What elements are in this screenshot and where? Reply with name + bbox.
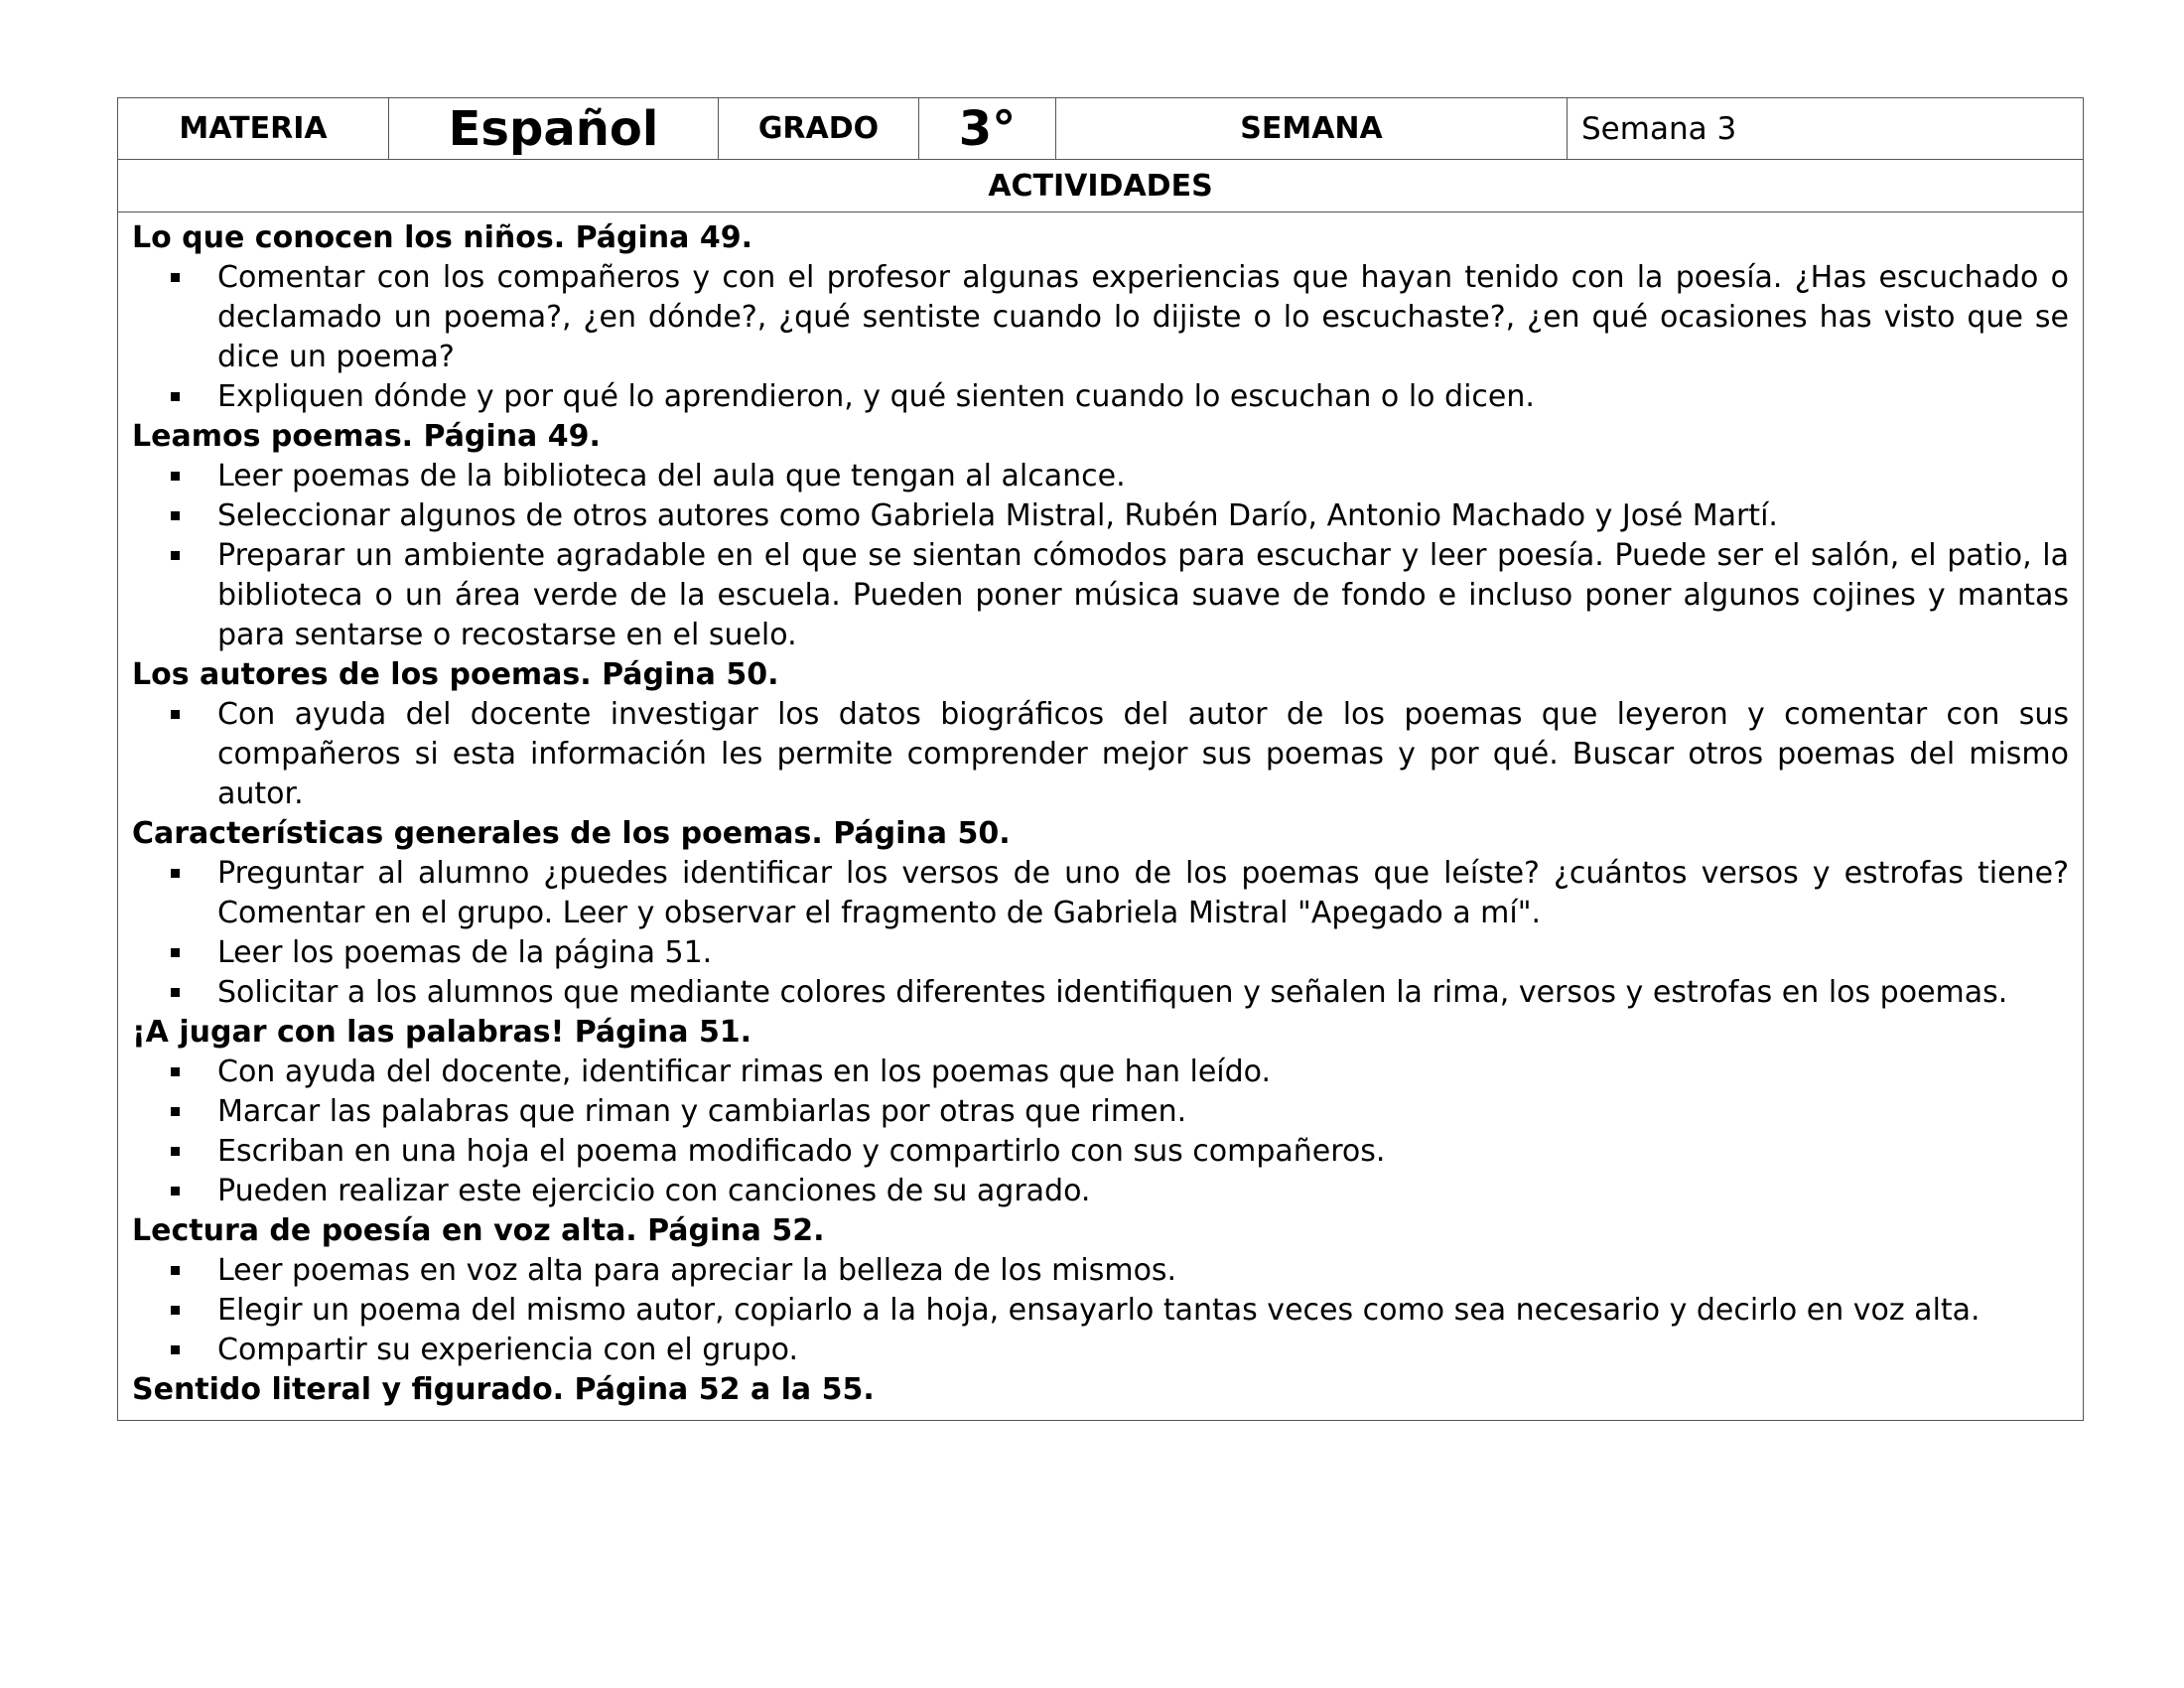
list-item-text: Seleccionar algunos de otros autores como Gabriela Mistral, Rubén Darío, Antonio Machado y José Martí. [217,498,1778,533]
list-item-text: Expliquen dónde y por qué lo aprendieron, y qué sienten cuando lo escuchan o lo dicen. [217,379,1535,414]
list-item [217,1251,2069,1291]
section-title: ¡A jugar con las palabras! Página 51. [132,1015,752,1050]
square-bullet-icon [171,551,180,560]
square-bullet-icon [171,511,180,520]
section-title: Sentido literal y figurado. Página 52 a la 55. [132,1372,875,1407]
square-bullet-icon [171,948,180,957]
list-item-text: Compartir su experiencia con el grupo. [217,1333,799,1367]
section-title: Los autores de los poemas. Página 50. [132,657,779,692]
list-item [217,933,2069,973]
square-bullet-icon [171,1107,180,1116]
list-item-text: Leer poemas en voz alta para apreciar la belleza de los mismos. [217,1253,1177,1288]
lesson-plan-table [117,97,2084,1421]
list-item-text: Leer los poemas de la página 51. [217,935,713,970]
list-item-text: Preparar un ambiente agradable en el que se sientan cómodos para escuchar y leer poesía. Puede ser el salón, el patio, la biblioteca o un área verde de la escuela. Pueden poner música suave de fondo e incluso poner algunos cojines y mantas para sentarse o recostarse en el suelo. [217,538,2069,652]
list-item [217,695,2069,814]
list-item-text: Elegir un poema del mismo autor, copiarlo a la hoja, ensayarlo tantas veces como sea necesario y decirlo en voz alta. [217,1293,1980,1328]
list-item [217,1331,2069,1370]
activity-list [132,1251,2069,1370]
materia-value: Español [389,98,719,160]
list-item [217,1053,2069,1092]
section-title: Lectura de poesía en voz alta. Página 52. [132,1213,825,1248]
list-item [217,377,2069,417]
activities-heading: ACTIVIDADES [118,160,2084,212]
square-bullet-icon [171,273,180,282]
list-item-text: Pueden realizar este ejercicio con canciones de su agrado. [217,1174,1091,1208]
list-item-text: Comentar con los compañeros y con el profesor algunas experiencias que hayan tenido con la poesía. ¿Has escuchado o declamado un poema?, ¿en dónde?, ¿qué sentiste cuando lo dijiste o lo escuchaste?, ¿en qué ocasiones has visto que se dice un poema? [217,260,2069,374]
list-item [217,457,2069,496]
square-bullet-icon [171,472,180,481]
square-bullet-icon [171,1067,180,1076]
activity-list [132,457,2069,655]
list-item [217,1132,2069,1172]
materia-label: MATERIA [118,98,389,160]
list-item-text: Preguntar al alumno ¿puedes identificar los versos de uno de los poemas que leíste? ¿cuántos versos y estrofas tiene? Comentar en el grupo. Leer y observar el fragmento de Gabriela Mistral "Apegado a mí". [217,856,2069,930]
list-item [217,258,2069,377]
section-title: Lo que conocen los niños. Página 49. [132,220,752,255]
activity-list [132,854,2069,1013]
list-item [217,1172,2069,1211]
list-item-text: Solicitar a los alumnos que mediante colores diferentes identifiquen y señalen la rima, versos y estrofas en los poemas. [217,975,2008,1010]
square-bullet-icon [171,1266,180,1275]
grado-label: GRADO [719,98,919,160]
activities-content-row [118,212,2084,1421]
activity-list [132,695,2069,814]
list-item-text: Con ayuda del docente investigar los datos biográficos del autor de los poemas que leyeron y comentar con sus compañeros si esta información les permite comprender mejor sus poemas y por qué. Buscar otros poemas del mismo autor. [217,697,2069,811]
list-item [217,854,2069,933]
list-item-text: Marcar las palabras que riman y cambiarlas por otras que rimen. [217,1094,1187,1129]
activity-list [132,1053,2069,1211]
list-item [217,536,2069,655]
square-bullet-icon [171,1306,180,1315]
header-row [118,98,2084,160]
square-bullet-icon [171,392,180,401]
activities-heading-row [118,160,2084,212]
list-item [217,1092,2069,1132]
activities-content [118,212,2084,1421]
section-title: Características generales de los poemas. Página 50. [132,816,1011,851]
square-bullet-icon [171,988,180,997]
list-item-text: Leer poemas de la biblioteca del aula que tengan al alcance. [217,459,1126,493]
list-item [217,973,2069,1013]
grado-value: 3° [919,98,1056,160]
semana-value: Semana 3 [1568,98,2084,160]
list-item-text: Con ayuda del docente, identificar rimas en los poemas que han leído. [217,1055,1272,1089]
list-item [217,496,2069,536]
list-item-text: Escriban en una hoja el poema modificado y compartirlo con sus compañeros. [217,1134,1386,1169]
semana-label: SEMANA [1056,98,1568,160]
section-title: Leamos poemas. Página 49. [132,419,601,454]
activity-list [132,258,2069,417]
list-item [217,1291,2069,1331]
square-bullet-icon [171,869,180,878]
square-bullet-icon [171,1187,180,1196]
square-bullet-icon [171,1345,180,1354]
square-bullet-icon [171,710,180,719]
square-bullet-icon [171,1147,180,1156]
